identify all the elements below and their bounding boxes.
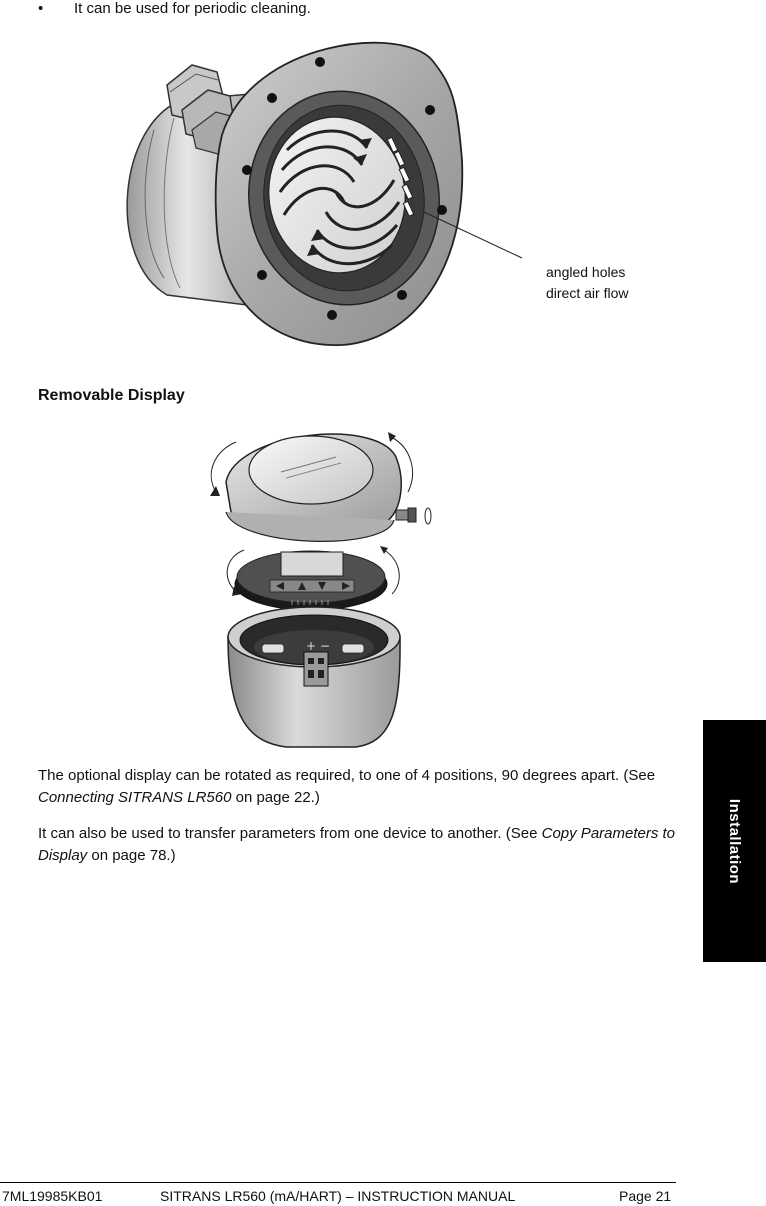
section-title: Removable Display (38, 387, 185, 404)
footer-divider (0, 1182, 676, 1183)
paragraph-rotation-text: The optional display can be rotated as required, to one of 4 positions, 90 degrees apart. (See (38, 767, 656, 784)
minus-terminal-label: − (320, 639, 331, 653)
plus-terminal-label: + (306, 639, 317, 653)
footer-doc-number: 7ML19985KB01 (2, 1188, 103, 1204)
link-copy-parameters[interactable]: Copy Parameters to Display (38, 825, 676, 864)
paragraph-transfer (38, 823, 678, 867)
removable-display-illustration (196, 412, 456, 752)
callout-line-2: direct air flow (546, 285, 629, 301)
paragraph-rotation-ref: on page 22.) (231, 789, 320, 806)
bullet-item (38, 0, 311, 18)
section-side-tab (703, 720, 766, 962)
paragraph-transfer-text: It can also be used to transfer parameters from one device to another. (See (38, 825, 542, 842)
callout-line-1: angled holes (546, 264, 626, 280)
cleaning-flange-illustration (112, 30, 652, 355)
side-tab-label: Installation (726, 798, 743, 884)
paragraph-rotation (38, 765, 678, 809)
angled-holes-callout (546, 262, 628, 304)
footer-page-number: Page 21 (619, 1188, 672, 1204)
bullet-text: It can be used for periodic cleaning. (74, 0, 311, 17)
paragraph-transfer-ref: on page 78.) (87, 847, 176, 864)
bullet-symbol: • (38, 0, 44, 17)
link-connecting-lr560[interactable]: Connecting SITRANS LR560 (38, 789, 232, 806)
footer-manual-title: SITRANS LR560 (mA/HART) – INSTRUCTION MANUAL (160, 1188, 516, 1204)
